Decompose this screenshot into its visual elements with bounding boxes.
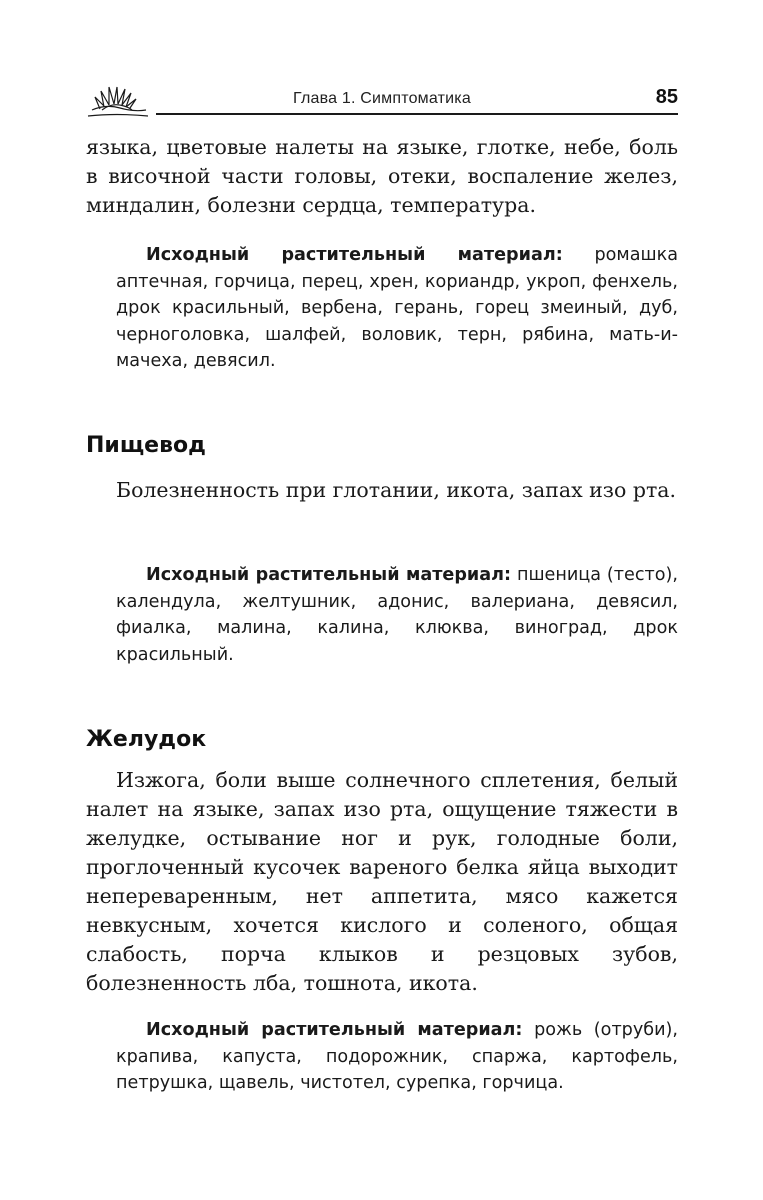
esophagus-paragraph: Болезненность при глотании, икота, запах изо рта. xyxy=(116,478,677,502)
stomach-paragraph: Изжога, боли выше солнечного сплетения, белый налет на языке, запах изо рта, ощущение тяжести в желудке, остывание ног и рук, голодные боли, проглоченный кусочек вареного белка яйца выходит непереваренным, нет аппетита, мясо кажется невкусным, хочется кислого и соленого, общая слабость, порча клыков и резцовых зубов, болезненность лба, тошнота, икота. xyxy=(86,768,678,995)
page-number: 85 xyxy=(655,86,678,108)
materials-label: Исходный растительный материал: xyxy=(146,245,563,265)
stomach-materials xyxy=(116,1017,678,1097)
section-heading-esophagus: Пищевод xyxy=(86,433,206,458)
intro-paragraph: языка, цветовые налеты на языке, глотке, небе, боль в височной части головы, отеки, воспаление желез, миндалин, болезни сердца, температура. xyxy=(86,135,678,217)
running-header xyxy=(86,80,678,122)
materials-label: Исходный растительный материал: xyxy=(146,1020,523,1040)
materials-list: ромашка аптечная, горчица, перец, хрен, кориандр, укроп, фенхель, дрок красильный, вербена, герань, горец змеиный, дуб, черноголовка, шалфей, воловик, терн, рябина, мать-и-мачеха, девясил. xyxy=(116,245,678,371)
esophagus-materials xyxy=(116,562,678,668)
header-rule xyxy=(156,113,678,115)
section-heading-stomach: Желудок xyxy=(86,727,207,752)
materials-list: пшеница (тесто), календула, желтушник, адонис, валериана, девясил, фиалка, малина, калина, клюква, виноград, дрок красильный. xyxy=(116,565,679,665)
intro-materials xyxy=(116,242,678,375)
materials-label: Исходный растительный материал: xyxy=(146,565,512,585)
materials-list: рожь (отруби), крапива, капуста, подорожник, спаржа, картофель, петрушка, щавель, чистотел, сурепка, горчица. xyxy=(116,1020,679,1093)
chapter-title: Глава 1. Симптоматика xyxy=(293,90,471,107)
